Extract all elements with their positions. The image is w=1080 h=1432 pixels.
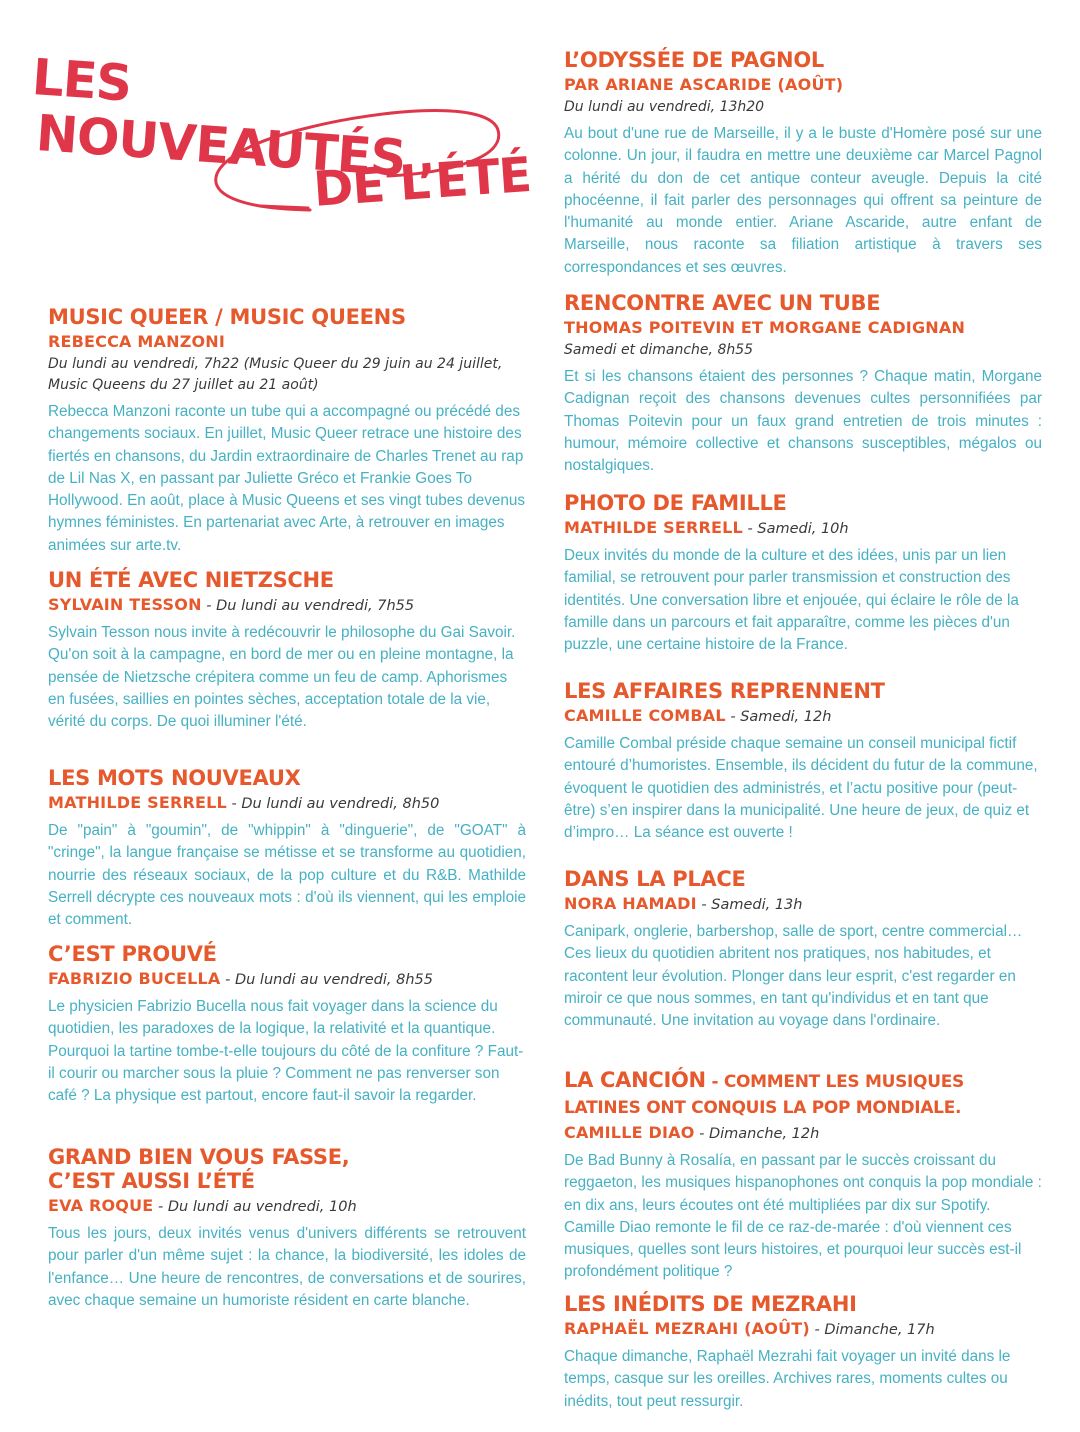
program-heading-main: LA CANCIÓN <box>564 1068 706 1092</box>
separator: - <box>694 1126 709 1142</box>
program-section <box>564 867 1042 1032</box>
separator: - <box>226 796 242 812</box>
program-heading: LES MOTS NOUVEAUX <box>48 766 301 790</box>
program-description: De "pain" à "goumin", de "whippin" à "dinguerie", de "GOAT" à "cringe", la langue française se métisse et se transforme au quotidien, nourrie des réseaux sociaux, de la pop culture et du R&B. Mathilde Serrell décrypte ces nouveaux mots : d'où ils viennent, qui les emploie et comment. <box>48 822 526 929</box>
program-description: Canipark, onglerie, barbershop, salle de sport, centre commercial… Ces lieux du quotidien abritent nos pratiques, nos habitudes, et racontent leur évolution. Plonger dans leur esprit, c'est regarder en miroir ce que nous sommes, en tant qu'individus et en tant que communauté. Une invitation au voyage dans l'ordinaire. <box>564 923 1023 1030</box>
program-description: De Bad Bunny à Rosalía, en passant par le succès croissant du reggaeton, les musiques hispanophones ont conquis la pop mondiale : en dix ans, leurs écoutes ont été multipliées par dix sur Spotify. Camille Diao remonte le fil de ce raz-de-marée : d'où viennent ces musiques, quelles sont leurs histoires, et pourquoi leur succès est-il profondément politique ? <box>564 1152 1042 1281</box>
program-section <box>48 1145 526 1312</box>
program-section <box>564 291 1042 477</box>
title-block <box>28 38 548 268</box>
separator: - <box>153 1199 168 1215</box>
program-host: SYLVAIN TESSON <box>48 595 202 614</box>
program-host: MATHILDE SERRELL <box>48 793 227 812</box>
program-host-line <box>48 792 526 815</box>
program-description: Deux invités du monde de la culture et des idées, unis par un lien familial, se retrouvent pour parler transmission et construction des identités. Une conversation libre et enjouée, qui éclaire le rôle de la famille dans un parcours et fait apparaître, comme les pièces d'un puzzle, une certaine histoire de la France. <box>564 547 1019 654</box>
program-host-line <box>564 317 1042 340</box>
program-host-line <box>564 1318 1042 1341</box>
program-host: PAR ARIANE ASCARIDE (AOÛT) <box>564 75 844 94</box>
program-host-line <box>564 893 1042 916</box>
program-description: Chaque dimanche, Raphaël Mezrahi fait voyager un invité dans le temps, casque sur les oreilles. Archives rares, moments cultes ou inédits, tout peut ressurgir. <box>564 1348 1011 1410</box>
program-description: Rebecca Manzoni raconte un tube qui a accompagné ou précédé des changements sociaux. En juillet, Music Queer retrace une histoire des fiertés en chansons, du Jardin extraordinaire de Charles Trenet au rap de Lil Nas X, en passant par Juliette Gréco et Frankie Goes To Hollywood. En août, place à Music Queens et ses vingt tubes devenus hymnes féministes. En partenariat avec Arte, à retrouver en images animées sur arte.tv. <box>48 403 526 554</box>
program-description: Tous les jours, deux invités venus d'univers différents se retrouvent pour parler d'un même sujet : la chance, la biodiversité, les idoles de l'enfance… Une heure de rencontres, de conversations et de sourires, avec chaque semaine un humoriste résident en carte blanche. <box>48 1225 526 1309</box>
program-section <box>564 48 1042 279</box>
program-host: REBECCA MANZONI <box>48 332 226 351</box>
program-heading: GRAND BIEN VOUS FASSE, <box>48 1145 350 1169</box>
program-schedule: Du lundi au vendredi, 8h50 <box>241 796 440 812</box>
program-heading: C’EST PROUVÉ <box>48 942 217 966</box>
program-section <box>48 766 526 931</box>
program-description: Sylvain Tesson nous invite à redécouvrir le philosophe du Gai Savoir. Qu'on soit à la campagne, en bord de mer ou en pleine montagne, la pensée de Nietzsche crépitera comme un feu de camp. Aphorismes en fusées, saillies en pointes sèches, acceptation totale de la vie, vérité du corps. De quoi illuminer l'été. <box>48 624 516 731</box>
program-host-line <box>48 331 526 354</box>
program-host-line <box>48 1195 526 1218</box>
program-heading: LES INÉDITS DE MEZRAHI <box>564 1292 857 1316</box>
program-section <box>48 568 526 733</box>
title-line-3: DE L’ÉTÉ <box>311 146 533 218</box>
title-line-1: LES <box>30 48 134 113</box>
separator: - <box>725 709 741 725</box>
program-host: THOMAS POITEVIN ET MORGANE CADIGNAN <box>564 318 966 337</box>
program-schedule: Samedi et dimanche, 8h55 <box>564 342 754 358</box>
program-schedule: Du lundi au vendredi, 7h22 (Music Queer du 29 juin au 24 juillet, Music Queens du 27 juillet au 21 août) <box>48 356 503 393</box>
program-host: MATHILDE SERRELL <box>564 518 743 537</box>
program-schedule: Samedi, 10h <box>757 521 849 537</box>
program-schedule: Dimanche, 12h <box>708 1126 820 1142</box>
program-schedule: Samedi, 13h <box>711 897 803 913</box>
program-host: NORA HAMADI <box>564 894 697 913</box>
program-host-line <box>48 594 526 617</box>
program-heading: MUSIC QUEER / MUSIC QUEENS <box>48 305 406 329</box>
program-section <box>564 491 1042 656</box>
program-description: Camille Combal préside chaque semaine un conseil municipal fictif entouré d’humoristes. Ensemble, ils décident du futur de la commune, évoquent le quotidien des administrés, et l’actu positive pour (peut-être) s’en inspirer dans la municipalité. Une heure de jeux, de quiz et d’impro… La séance est ouverte ! <box>564 735 1038 842</box>
separator: - <box>809 1322 825 1338</box>
program-section <box>564 679 1042 844</box>
separator: - <box>201 598 217 614</box>
program-schedule: Du lundi au vendredi, 10h <box>167 1199 357 1215</box>
program-schedule: Dimanche, 17h <box>824 1322 935 1338</box>
program-host: FABRIZIO BUCELLA <box>48 969 221 988</box>
program-host-line <box>564 705 1042 728</box>
program-heading: LES AFFAIRES REPRENNENT <box>564 679 885 703</box>
program-schedule: Du lundi au vendredi, 13h20 <box>564 99 765 115</box>
program-schedule: Samedi, 12h <box>740 709 832 725</box>
program-host-line <box>48 968 526 991</box>
program-section <box>48 305 526 557</box>
program-heading <box>564 1068 1042 1120</box>
program-section <box>564 1068 1042 1284</box>
program-description: Le physicien Fabrizio Bucella nous fait voyager dans la science du quotidien, les paradoxes de la logique, la relativité et la quantique. Pourquoi la tartine tombe-t-elle toujours du côté de la confiture ? Faut-il courir ou marcher sous la pluie ? Comment ne pas renverser son café ? La physique est partout, encore faut-il savoir la regarder. <box>48 998 524 1105</box>
program-host: RAPHAËL MEZRAHI (AOÛT) <box>564 1319 810 1338</box>
separator: - <box>220 972 235 988</box>
separator: - <box>696 897 712 913</box>
program-description: Et si les chansons étaient des personnes ? Chaque matin, Morgane Cadignan reçoit des chansons devenues cultes personnifiées par Thomas Poitevin pour un faux grand entretien de trois minutes : humour, mémoire collective et chansons susceptibles, mégalos ou nostalgiques. <box>564 368 1042 475</box>
program-host-line <box>564 74 1042 97</box>
program-host: CAMILLE DIAO <box>564 1123 695 1142</box>
program-description: Au bout d'une rue de Marseille, il y a le buste d'Homère posé sur une colonne. Un jour, il faudra en mettre une deuxième car Marcel Pagnol a hérité du don de cet antique conteur aveugle. Depuis la cité phocéenne, il fait parler des personnages qui offrent sa peinture de l'humanité au monde entier. Ariane Ascaride, autre enfant de Marseille, nous raconte sa filiation artistique à travers ses correspondances et ses œuvres. <box>564 125 1042 276</box>
program-heading-line-2: C’EST AUSSI L’ÉTÉ <box>48 1169 255 1193</box>
program-heading: RENCONTRE AVEC UN TUBE <box>564 291 881 315</box>
program-host: EVA ROQUE <box>48 1196 154 1215</box>
title-line-2: NOUVEAUTÉS <box>34 104 408 188</box>
program-schedule: Du lundi au vendredi, 7h55 <box>216 598 415 614</box>
program-host-line <box>564 517 1042 540</box>
program-section <box>564 1292 1042 1413</box>
program-heading: UN ÉTÉ AVEC NIETZSCHE <box>48 568 334 592</box>
program-heading: L’ODYSSÉE DE PAGNOL <box>564 48 824 72</box>
separator: - <box>742 521 758 537</box>
program-host: CAMILLE COMBAL <box>564 706 726 725</box>
program-schedule: Du lundi au vendredi, 8h55 <box>234 972 433 988</box>
program-heading: DANS LA PLACE <box>564 867 746 891</box>
program-host-line <box>564 1122 1042 1145</box>
program-section <box>48 942 526 1107</box>
program-heading: PHOTO DE FAMILLE <box>564 491 787 515</box>
program-heading-subtitle: - COMMENT LES MUSIQUES LATINES ONT CONQUIS LA POP MONDIALE. <box>564 1072 964 1118</box>
